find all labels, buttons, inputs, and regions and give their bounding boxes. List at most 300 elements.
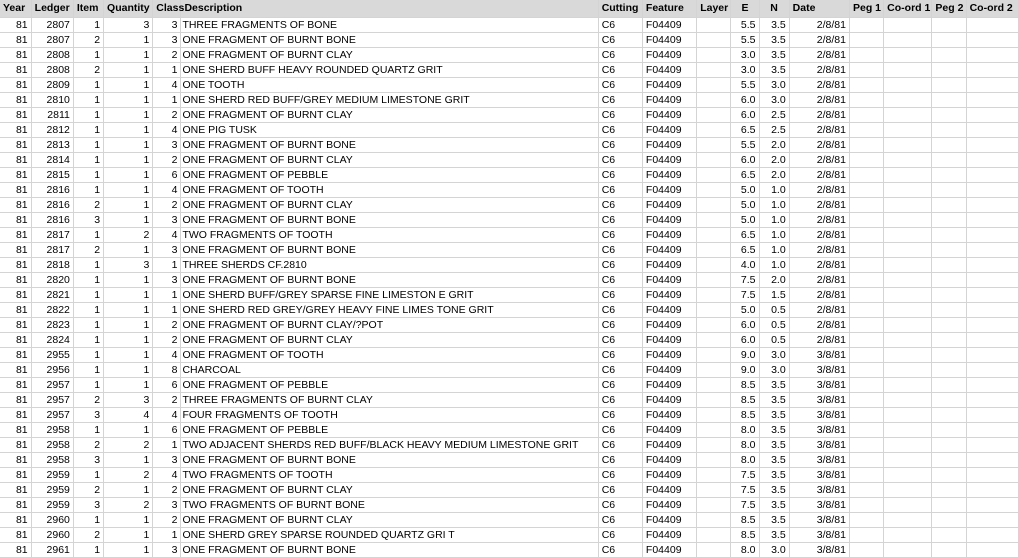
cell-peg-2[interactable] xyxy=(932,167,966,182)
cell-peg-2[interactable] xyxy=(932,512,966,527)
cell-co-ord-2[interactable] xyxy=(966,182,1018,197)
cell-feature[interactable]: F04409 xyxy=(642,32,696,47)
cell-description[interactable]: ONE FRAGMENT OF BURNT BONE xyxy=(181,212,598,227)
cell-item[interactable]: 1 xyxy=(73,17,103,32)
cell-n[interactable]: 3.5 xyxy=(759,17,789,32)
cell-item[interactable]: 1 xyxy=(73,302,103,317)
cell-layer[interactable] xyxy=(697,437,731,452)
cell-peg-2[interactable] xyxy=(932,377,966,392)
cell-date[interactable]: 2/8/81 xyxy=(789,227,849,242)
cell-e[interactable]: 8.5 xyxy=(731,392,759,407)
cell-peg-1[interactable] xyxy=(849,197,883,212)
cell-n[interactable]: 1.0 xyxy=(759,257,789,272)
cell-feature[interactable]: F04409 xyxy=(642,302,696,317)
cell-e[interactable]: 5.0 xyxy=(731,212,759,227)
cell-co-ord-1[interactable] xyxy=(884,152,932,167)
cell-peg-2[interactable] xyxy=(932,407,966,422)
cell-ledger[interactable]: 2808 xyxy=(31,47,73,62)
column-header-date[interactable]: Date xyxy=(789,0,849,17)
cell-year[interactable]: 81 xyxy=(0,422,31,437)
cell-peg-1[interactable] xyxy=(849,212,883,227)
cell-co-ord-2[interactable] xyxy=(966,107,1018,122)
cell-co-ord-1[interactable] xyxy=(884,332,932,347)
cell-n[interactable]: 3.5 xyxy=(759,512,789,527)
cell-layer[interactable] xyxy=(697,242,731,257)
cell-peg-1[interactable] xyxy=(849,122,883,137)
cell-peg-2[interactable] xyxy=(932,212,966,227)
cell-item[interactable]: 2 xyxy=(73,62,103,77)
cell-date[interactable]: 2/8/81 xyxy=(789,182,849,197)
cell-class[interactable]: 6 xyxy=(153,422,181,437)
cell-year[interactable]: 81 xyxy=(0,107,31,122)
cell-feature[interactable]: F04409 xyxy=(642,227,696,242)
cell-cutting[interactable]: C6 xyxy=(598,77,642,92)
cell-ledger[interactable]: 2956 xyxy=(31,362,73,377)
cell-class[interactable]: 2 xyxy=(153,152,181,167)
cell-class[interactable]: 2 xyxy=(153,47,181,62)
cell-e[interactable]: 7.5 xyxy=(731,272,759,287)
cell-year[interactable]: 81 xyxy=(0,482,31,497)
cell-item[interactable]: 1 xyxy=(73,332,103,347)
cell-year[interactable]: 81 xyxy=(0,302,31,317)
cell-cutting[interactable]: C6 xyxy=(598,407,642,422)
cell-n[interactable]: 3.5 xyxy=(759,437,789,452)
cell-quantity[interactable]: 1 xyxy=(104,422,153,437)
cell-e[interactable]: 6.5 xyxy=(731,227,759,242)
cell-co-ord-2[interactable] xyxy=(966,62,1018,77)
cell-description[interactable]: TWO ADJACENT SHERDS RED BUFF/BLACK HEAVY MEDIUM LIMESTONE GRIT xyxy=(181,437,598,452)
cell-item[interactable]: 2 xyxy=(73,437,103,452)
cell-ledger[interactable]: 2822 xyxy=(31,302,73,317)
cell-co-ord-1[interactable] xyxy=(884,287,932,302)
cell-peg-1[interactable] xyxy=(849,452,883,467)
cell-item[interactable]: 1 xyxy=(73,107,103,122)
cell-co-ord-2[interactable] xyxy=(966,392,1018,407)
cell-co-ord-2[interactable] xyxy=(966,242,1018,257)
cell-cutting[interactable]: C6 xyxy=(598,197,642,212)
cell-e[interactable]: 8.5 xyxy=(731,527,759,542)
cell-feature[interactable]: F04409 xyxy=(642,317,696,332)
cell-class[interactable]: 3 xyxy=(153,542,181,557)
cell-e[interactable]: 5.0 xyxy=(731,302,759,317)
cell-layer[interactable] xyxy=(697,47,731,62)
cell-peg-2[interactable] xyxy=(932,152,966,167)
cell-co-ord-2[interactable] xyxy=(966,497,1018,512)
cell-e[interactable]: 6.5 xyxy=(731,122,759,137)
cell-quantity[interactable]: 1 xyxy=(104,362,153,377)
cell-cutting[interactable]: C6 xyxy=(598,152,642,167)
cell-peg-2[interactable] xyxy=(932,527,966,542)
cell-co-ord-1[interactable] xyxy=(884,47,932,62)
cell-quantity[interactable]: 1 xyxy=(104,182,153,197)
cell-co-ord-2[interactable] xyxy=(966,332,1018,347)
cell-co-ord-2[interactable] xyxy=(966,377,1018,392)
cell-class[interactable]: 2 xyxy=(153,317,181,332)
cell-description[interactable]: ONE PIG TUSK xyxy=(181,122,598,137)
cell-feature[interactable]: F04409 xyxy=(642,467,696,482)
cell-feature[interactable]: F04409 xyxy=(642,77,696,92)
cell-peg-2[interactable] xyxy=(932,182,966,197)
column-header-peg-2[interactable]: Peg 2 xyxy=(932,0,966,17)
cell-feature[interactable]: F04409 xyxy=(642,512,696,527)
cell-quantity[interactable]: 1 xyxy=(104,512,153,527)
cell-description[interactable]: ONE TOOTH xyxy=(181,77,598,92)
cell-peg-1[interactable] xyxy=(849,422,883,437)
cell-quantity[interactable]: 1 xyxy=(104,167,153,182)
cell-feature[interactable]: F04409 xyxy=(642,242,696,257)
cell-peg-1[interactable] xyxy=(849,62,883,77)
cell-quantity[interactable]: 4 xyxy=(104,407,153,422)
cell-class[interactable]: 3 xyxy=(153,452,181,467)
cell-n[interactable]: 3.5 xyxy=(759,62,789,77)
cell-co-ord-1[interactable] xyxy=(884,212,932,227)
cell-cutting[interactable]: C6 xyxy=(598,92,642,107)
cell-layer[interactable] xyxy=(697,512,731,527)
cell-e[interactable]: 7.5 xyxy=(731,497,759,512)
cell-class[interactable]: 1 xyxy=(153,527,181,542)
cell-peg-2[interactable] xyxy=(932,62,966,77)
cell-ledger[interactable]: 2959 xyxy=(31,497,73,512)
cell-layer[interactable] xyxy=(697,167,731,182)
cell-cutting[interactable]: C6 xyxy=(598,302,642,317)
cell-peg-1[interactable] xyxy=(849,317,883,332)
cell-feature[interactable]: F04409 xyxy=(642,272,696,287)
cell-peg-2[interactable] xyxy=(932,227,966,242)
cell-co-ord-2[interactable] xyxy=(966,467,1018,482)
cell-ledger[interactable]: 2817 xyxy=(31,242,73,257)
cell-e[interactable]: 8.0 xyxy=(731,452,759,467)
cell-date[interactable]: 2/8/81 xyxy=(789,212,849,227)
cell-quantity[interactable]: 1 xyxy=(104,92,153,107)
cell-n[interactable]: 2.5 xyxy=(759,107,789,122)
cell-co-ord-2[interactable] xyxy=(966,77,1018,92)
cell-cutting[interactable]: C6 xyxy=(598,317,642,332)
cell-peg-1[interactable] xyxy=(849,392,883,407)
cell-feature[interactable]: F04409 xyxy=(642,47,696,62)
cell-peg-1[interactable] xyxy=(849,227,883,242)
cell-item[interactable]: 1 xyxy=(73,92,103,107)
cell-co-ord-1[interactable] xyxy=(884,467,932,482)
cell-layer[interactable] xyxy=(697,407,731,422)
cell-layer[interactable] xyxy=(697,317,731,332)
cell-item[interactable]: 1 xyxy=(73,167,103,182)
cell-quantity[interactable]: 1 xyxy=(104,272,153,287)
cell-year[interactable]: 81 xyxy=(0,77,31,92)
cell-year[interactable]: 81 xyxy=(0,497,31,512)
cell-date[interactable]: 2/8/81 xyxy=(789,17,849,32)
cell-co-ord-1[interactable] xyxy=(884,77,932,92)
cell-feature[interactable]: F04409 xyxy=(642,167,696,182)
column-header-peg-1[interactable]: Peg 1 xyxy=(849,0,883,17)
cell-n[interactable]: 3.5 xyxy=(759,407,789,422)
cell-quantity[interactable]: 1 xyxy=(104,122,153,137)
cell-description[interactable]: ONE FRAGMENT OF BURNT BONE xyxy=(181,542,598,557)
cell-item[interactable]: 1 xyxy=(73,512,103,527)
cell-description[interactable]: TWO FRAGMENTS OF BURNT BONE xyxy=(181,497,598,512)
cell-class[interactable]: 3 xyxy=(153,17,181,32)
cell-co-ord-2[interactable] xyxy=(966,407,1018,422)
cell-year[interactable]: 81 xyxy=(0,377,31,392)
cell-co-ord-1[interactable] xyxy=(884,392,932,407)
cell-peg-1[interactable] xyxy=(849,32,883,47)
cell-date[interactable]: 3/8/81 xyxy=(789,347,849,362)
cell-description[interactable]: ONE FRAGMENT OF PEBBLE xyxy=(181,377,598,392)
cell-peg-2[interactable] xyxy=(932,422,966,437)
cell-description[interactable]: ONE SHERD BUFF/GREY SPARSE FINE LIMESTON E GRIT xyxy=(181,287,598,302)
cell-description[interactable]: ONE SHERD RED GREY/GREY HEAVY FINE LIMES TONE GRIT xyxy=(181,302,598,317)
cell-feature[interactable]: F04409 xyxy=(642,182,696,197)
cell-peg-1[interactable] xyxy=(849,467,883,482)
cell-quantity[interactable]: 1 xyxy=(104,242,153,257)
cell-peg-1[interactable] xyxy=(849,482,883,497)
cell-e[interactable]: 8.5 xyxy=(731,377,759,392)
cell-n[interactable]: 3.0 xyxy=(759,77,789,92)
cell-co-ord-1[interactable] xyxy=(884,542,932,557)
cell-ledger[interactable]: 2809 xyxy=(31,77,73,92)
cell-cutting[interactable]: C6 xyxy=(598,182,642,197)
cell-class[interactable]: 2 xyxy=(153,482,181,497)
cell-e[interactable]: 6.5 xyxy=(731,242,759,257)
cell-year[interactable]: 81 xyxy=(0,272,31,287)
cell-n[interactable]: 2.0 xyxy=(759,137,789,152)
cell-item[interactable]: 2 xyxy=(73,527,103,542)
cell-year[interactable]: 81 xyxy=(0,227,31,242)
cell-class[interactable]: 2 xyxy=(153,392,181,407)
cell-class[interactable]: 3 xyxy=(153,272,181,287)
cell-description[interactable]: ONE FRAGMENT OF BURNT BONE xyxy=(181,137,598,152)
column-header-ledger[interactable]: Ledger xyxy=(31,0,73,17)
cell-co-ord-2[interactable] xyxy=(966,437,1018,452)
cell-n[interactable]: 3.5 xyxy=(759,392,789,407)
cell-e[interactable]: 5.5 xyxy=(731,32,759,47)
cell-n[interactable]: 3.0 xyxy=(759,92,789,107)
cell-feature[interactable]: F04409 xyxy=(642,92,696,107)
cell-class[interactable]: 4 xyxy=(153,467,181,482)
cell-cutting[interactable]: C6 xyxy=(598,272,642,287)
cell-co-ord-2[interactable] xyxy=(966,302,1018,317)
cell-class[interactable]: 2 xyxy=(153,107,181,122)
cell-item[interactable]: 1 xyxy=(73,542,103,557)
cell-layer[interactable] xyxy=(697,362,731,377)
cell-date[interactable]: 3/8/81 xyxy=(789,422,849,437)
cell-year[interactable]: 81 xyxy=(0,122,31,137)
cell-item[interactable]: 2 xyxy=(73,392,103,407)
cell-co-ord-1[interactable] xyxy=(884,137,932,152)
cell-item[interactable]: 3 xyxy=(73,497,103,512)
cell-co-ord-2[interactable] xyxy=(966,227,1018,242)
cell-n[interactable]: 3.5 xyxy=(759,452,789,467)
cell-feature[interactable]: F04409 xyxy=(642,347,696,362)
cell-description[interactable]: THREE FRAGMENTS OF BONE xyxy=(181,17,598,32)
cell-co-ord-1[interactable] xyxy=(884,437,932,452)
cell-feature[interactable]: F04409 xyxy=(642,452,696,467)
cell-n[interactable]: 1.5 xyxy=(759,287,789,302)
cell-class[interactable]: 1 xyxy=(153,287,181,302)
cell-cutting[interactable]: C6 xyxy=(598,527,642,542)
cell-peg-2[interactable] xyxy=(932,452,966,467)
cell-item[interactable]: 2 xyxy=(73,242,103,257)
cell-item[interactable]: 1 xyxy=(73,182,103,197)
cell-feature[interactable]: F04409 xyxy=(642,287,696,302)
cell-e[interactable]: 6.0 xyxy=(731,152,759,167)
cell-quantity[interactable]: 1 xyxy=(104,212,153,227)
cell-co-ord-2[interactable] xyxy=(966,422,1018,437)
column-header-description[interactable]: Description xyxy=(181,0,598,17)
cell-quantity[interactable]: 1 xyxy=(104,32,153,47)
cell-cutting[interactable]: C6 xyxy=(598,167,642,182)
cell-co-ord-2[interactable] xyxy=(966,92,1018,107)
cell-co-ord-2[interactable] xyxy=(966,32,1018,47)
cell-co-ord-2[interactable] xyxy=(966,17,1018,32)
cell-n[interactable]: 1.0 xyxy=(759,242,789,257)
cell-year[interactable]: 81 xyxy=(0,512,31,527)
cell-item[interactable]: 3 xyxy=(73,407,103,422)
cell-co-ord-1[interactable] xyxy=(884,317,932,332)
cell-ledger[interactable]: 2960 xyxy=(31,512,73,527)
cell-cutting[interactable]: C6 xyxy=(598,47,642,62)
cell-description[interactable]: THREE FRAGMENTS OF BURNT CLAY xyxy=(181,392,598,407)
cell-peg-2[interactable] xyxy=(932,482,966,497)
cell-cutting[interactable]: C6 xyxy=(598,212,642,227)
cell-quantity[interactable]: 1 xyxy=(104,452,153,467)
cell-date[interactable]: 3/8/81 xyxy=(789,467,849,482)
cell-layer[interactable] xyxy=(697,32,731,47)
cell-description[interactable]: ONE SHERD BUFF HEAVY ROUNDED QUARTZ GRIT xyxy=(181,62,598,77)
cell-peg-1[interactable] xyxy=(849,272,883,287)
cell-quantity[interactable]: 1 xyxy=(104,137,153,152)
cell-layer[interactable] xyxy=(697,287,731,302)
cell-quantity[interactable]: 1 xyxy=(104,197,153,212)
cell-item[interactable]: 1 xyxy=(73,122,103,137)
cell-n[interactable]: 2.5 xyxy=(759,122,789,137)
cell-description[interactable]: ONE FRAGMENT OF PEBBLE xyxy=(181,167,598,182)
cell-peg-2[interactable] xyxy=(932,122,966,137)
cell-item[interactable]: 1 xyxy=(73,227,103,242)
cell-co-ord-2[interactable] xyxy=(966,287,1018,302)
cell-feature[interactable]: F04409 xyxy=(642,422,696,437)
cell-peg-1[interactable] xyxy=(849,407,883,422)
cell-item[interactable]: 1 xyxy=(73,152,103,167)
cell-peg-1[interactable] xyxy=(849,257,883,272)
cell-date[interactable]: 2/8/81 xyxy=(789,167,849,182)
cell-date[interactable]: 3/8/81 xyxy=(789,482,849,497)
cell-feature[interactable]: F04409 xyxy=(642,152,696,167)
cell-quantity[interactable]: 2 xyxy=(104,467,153,482)
cell-peg-1[interactable] xyxy=(849,242,883,257)
cell-e[interactable]: 3.0 xyxy=(731,47,759,62)
cell-peg-2[interactable] xyxy=(932,392,966,407)
cell-year[interactable]: 81 xyxy=(0,17,31,32)
cell-year[interactable]: 81 xyxy=(0,437,31,452)
cell-description[interactable]: ONE FRAGMENT OF BURNT CLAY xyxy=(181,197,598,212)
cell-class[interactable]: 8 xyxy=(153,362,181,377)
cell-feature[interactable]: F04409 xyxy=(642,212,696,227)
cell-quantity[interactable]: 1 xyxy=(104,107,153,122)
cell-feature[interactable]: F04409 xyxy=(642,392,696,407)
cell-feature[interactable]: F04409 xyxy=(642,407,696,422)
cell-item[interactable]: 2 xyxy=(73,482,103,497)
cell-co-ord-1[interactable] xyxy=(884,347,932,362)
cell-description[interactable]: ONE FRAGMENT OF PEBBLE xyxy=(181,422,598,437)
cell-peg-1[interactable] xyxy=(849,302,883,317)
cell-co-ord-1[interactable] xyxy=(884,302,932,317)
cell-feature[interactable]: F04409 xyxy=(642,137,696,152)
cell-description[interactable]: THREE SHERDS CF.2810 xyxy=(181,257,598,272)
cell-ledger[interactable]: 2955 xyxy=(31,347,73,362)
cell-e[interactable]: 8.0 xyxy=(731,422,759,437)
cell-description[interactable]: ONE FRAGMENT OF BURNT CLAY/?POT xyxy=(181,317,598,332)
cell-class[interactable]: 1 xyxy=(153,302,181,317)
cell-ledger[interactable]: 2816 xyxy=(31,182,73,197)
cell-n[interactable]: 3.5 xyxy=(759,422,789,437)
cell-n[interactable]: 3.5 xyxy=(759,497,789,512)
cell-peg-2[interactable] xyxy=(932,47,966,62)
cell-cutting[interactable]: C6 xyxy=(598,452,642,467)
cell-description[interactable]: ONE FRAGMENT OF TOOTH xyxy=(181,182,598,197)
cell-co-ord-1[interactable] xyxy=(884,527,932,542)
cell-n[interactable]: 3.5 xyxy=(759,482,789,497)
cell-peg-2[interactable] xyxy=(932,77,966,92)
cell-peg-2[interactable] xyxy=(932,107,966,122)
cell-class[interactable]: 1 xyxy=(153,62,181,77)
cell-layer[interactable] xyxy=(697,77,731,92)
cell-layer[interactable] xyxy=(697,182,731,197)
cell-date[interactable]: 2/8/81 xyxy=(789,122,849,137)
cell-date[interactable]: 3/8/81 xyxy=(789,407,849,422)
cell-cutting[interactable]: C6 xyxy=(598,17,642,32)
cell-e[interactable]: 4.0 xyxy=(731,257,759,272)
cell-date[interactable]: 2/8/81 xyxy=(789,152,849,167)
cell-peg-2[interactable] xyxy=(932,302,966,317)
cell-description[interactable]: ONE FRAGMENT OF BURNT CLAY xyxy=(181,482,598,497)
cell-description[interactable]: TWO FRAGMENTS OF TOOTH xyxy=(181,227,598,242)
cell-e[interactable]: 5.0 xyxy=(731,182,759,197)
cell-n[interactable]: 3.0 xyxy=(759,362,789,377)
cell-date[interactable]: 2/8/81 xyxy=(789,77,849,92)
cell-ledger[interactable]: 2813 xyxy=(31,137,73,152)
cell-n[interactable]: 1.0 xyxy=(759,182,789,197)
cell-year[interactable]: 81 xyxy=(0,212,31,227)
cell-e[interactable]: 9.0 xyxy=(731,347,759,362)
cell-class[interactable]: 2 xyxy=(153,197,181,212)
cell-layer[interactable] xyxy=(697,467,731,482)
cell-peg-2[interactable] xyxy=(932,542,966,557)
cell-description[interactable]: ONE SHERD GREY SPARSE ROUNDED QUARTZ GRI T xyxy=(181,527,598,542)
cell-item[interactable]: 3 xyxy=(73,452,103,467)
cell-e[interactable]: 5.0 xyxy=(731,197,759,212)
column-header-e[interactable]: E xyxy=(731,0,759,17)
cell-e[interactable]: 8.5 xyxy=(731,407,759,422)
cell-feature[interactable]: F04409 xyxy=(642,107,696,122)
cell-peg-2[interactable] xyxy=(932,257,966,272)
cell-peg-2[interactable] xyxy=(932,362,966,377)
cell-co-ord-1[interactable] xyxy=(884,482,932,497)
cell-layer[interactable] xyxy=(697,197,731,212)
cell-layer[interactable] xyxy=(697,452,731,467)
cell-n[interactable]: 1.0 xyxy=(759,227,789,242)
column-header-cutting[interactable]: Cutting xyxy=(598,0,642,17)
cell-co-ord-2[interactable] xyxy=(966,122,1018,137)
cell-e[interactable]: 6.0 xyxy=(731,317,759,332)
cell-class[interactable]: 3 xyxy=(153,497,181,512)
cell-date[interactable]: 2/8/81 xyxy=(789,272,849,287)
cell-item[interactable]: 3 xyxy=(73,212,103,227)
cell-ledger[interactable]: 2959 xyxy=(31,467,73,482)
cell-peg-1[interactable] xyxy=(849,17,883,32)
cell-feature[interactable]: F04409 xyxy=(642,482,696,497)
cell-ledger[interactable]: 2812 xyxy=(31,122,73,137)
cell-peg-1[interactable] xyxy=(849,77,883,92)
